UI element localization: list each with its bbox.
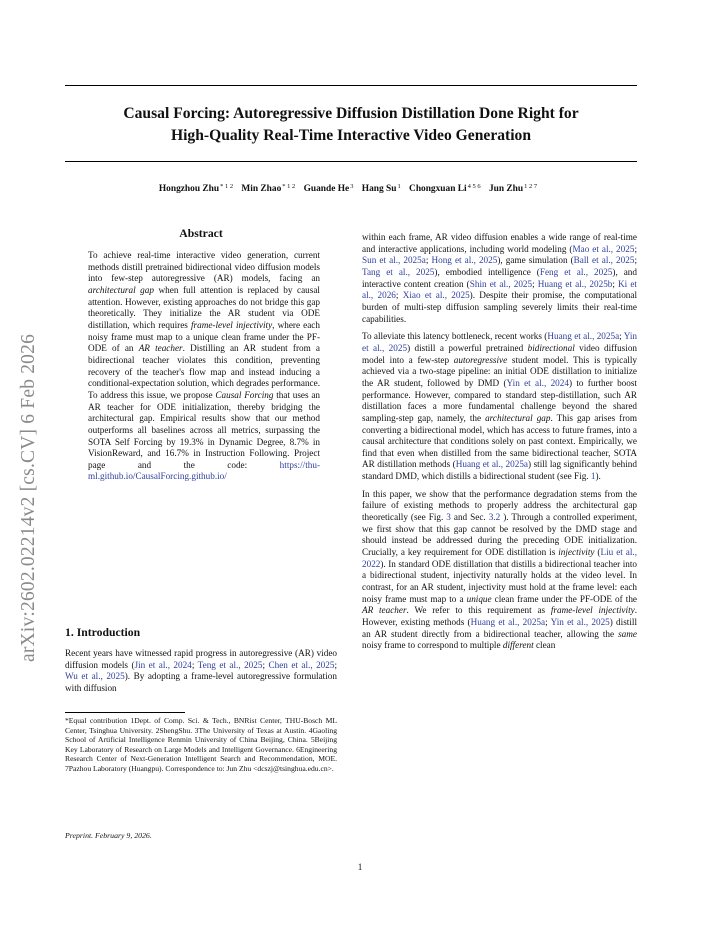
citation-link[interactable]: Huang et al., 2025a: [470, 617, 546, 627]
citation-link[interactable]: Hong et al., 2025: [431, 255, 498, 266]
affiliation-footnote: *Equal contribution 1Dept. of Comp. Sci. & Tech., BNRist Center, THU-Bosch ML Center, Tsinghua University. 2ShengShu. 3The University of Texas at Austin. 4Gaoling School of Artificial Intelligence Renmin University of China Beijing, China. 5Beijing Key Laboratory of Research on Large Models and Intelligent Governance. 6Engineering Research Center of Next-Generation Intelligent Search and Recommendation, MOE. 7Pazhou Laboratory (Huangpu). Correspondence to: Jun Zhu <dcszj@tsinghua.edu.cn>.: [65, 716, 337, 773]
title-top-rule: [65, 85, 637, 86]
paragraph: In this paper, we show that the performance degradation stems from the failure of existing methods to properly address the architectural gap theoretically (see Fig. 3 and Sec. 3.2 ). Through a controlled experiment, we first show that this gap cannot be resolved by the DMD stage and should instead be addressed during the preceding ODE initialization. Crucially, a key requirement for ODE distillation is injectivity (Liu et al., 2022). In standard ODE distillation that distills a bidirectional teacher into a bidirectional student, injectivity naturally holds at the video level. In contrast, for an AR student, injectivity must hold at the frame level: each noisy frame must map to a unique clean frame under the PF-ODE of the AR teacher. We refer to this requirement as frame-level injectivity. However, existing methods (Huang et al., 2025a; Yin et al., 2025) distill an AR student directly from a bidirectional teacher, allowing the same noisy frame to correspond to multiple different clean: [362, 488, 638, 651]
citation-link[interactable]: Yin et al., 2024: [506, 377, 569, 388]
right-column-body: [362, 232, 637, 652]
citation-link[interactable]: Liu et al., 2022: [362, 547, 637, 569]
page-number: 1: [357, 862, 363, 872]
author-list: [65, 183, 637, 194]
author-name: Chongxuan Li: [409, 184, 467, 194]
footnote-rule: [65, 712, 185, 713]
citation-link[interactable]: Feng et al., 2025: [539, 266, 613, 277]
arxiv-stamp: [18, 262, 42, 662]
citation-link[interactable]: Ki et al., 2026: [362, 278, 637, 301]
author-name: Hang Su: [361, 184, 397, 194]
preprint-date: Preprint. February 9, 2026.: [65, 831, 152, 840]
author-name: Guande He: [303, 184, 350, 194]
section-ref-link[interactable]: 3.2: [488, 512, 501, 523]
citation-link[interactable]: Yin et al., 2025: [362, 331, 637, 353]
title-bottom-rule: [65, 161, 637, 162]
citation-link[interactable]: Huang et al., 2025a: [547, 331, 620, 342]
citation-link[interactable]: Huang et al., 2025b: [537, 278, 613, 289]
author-affiliation: 1 2 7: [524, 183, 538, 190]
citation-link[interactable]: Tang et al., 2025: [362, 266, 435, 277]
section-heading-introduction: 1. Introduction: [65, 626, 141, 639]
author-affiliation: 3: [350, 183, 354, 190]
project-link[interactable]: https://thu-ml.github.io/CausalForcing.github.io/: [88, 459, 320, 482]
citation-link[interactable]: Ball et al., 2025: [573, 255, 635, 266]
citation-link[interactable]: Jin et al., 2024: [134, 659, 192, 670]
citation-link[interactable]: Shin et al., 2025: [469, 278, 533, 289]
author-affiliation: * 1 2: [220, 183, 234, 190]
citation-link[interactable]: Mao et al., 2025: [572, 243, 635, 254]
figure-ref-link[interactable]: 3: [446, 512, 451, 523]
citation-link[interactable]: Xiao et al., 2025: [402, 290, 470, 301]
author-name: Min Zhao: [241, 184, 282, 194]
author-affiliation: 1: [397, 183, 401, 190]
citation-link[interactable]: Teng et al., 2025: [197, 659, 263, 670]
paragraph: within each frame, AR video diffusion enables a wide range of real-time and interactive applications, including world modeling (Mao et al., 2025; Sun et al., 2025a; Hong et al., 2025), game simulation (Ball et al., 2025; Tang et al., 2025), embodied intelligence (Feng et al., 2025), and interactive content creation (Shin et al., 2025; Huang et al., 2025b; Ki et al., 2026; Xiao et al., 2025). Despite their promise, the computational burden of multi-step diffusion sampling severely limits their real-time capabilities.: [362, 232, 638, 324]
introduction-body: Recent years have witnessed rapid progress in autoregressive (AR) video diffusion models (Jin et al., 2024; Teng et al., 2025; Chen et al., 2025; Wu et al., 2025). By adopting a frame-level autoregressive formulation with diffusion: [65, 648, 338, 693]
citation-link[interactable]: Huang et al., 2025a: [455, 459, 529, 470]
arxiv-identifier: arXiv:2602.02214v2 [cs.CV] 6 Feb 2026: [18, 333, 39, 662]
author-affiliation: * 1 2: [282, 183, 296, 190]
paper-title: Causal Forcing: Autoregressive Diffusion Distillation Done Right for High-Quality Real-Time Interactive Video Generation: [123, 105, 579, 144]
paragraph: To alleviate this latency bottleneck, recent works (Huang et al., 2025a; Yin et al., 2025) distill a powerful pretrained bidirectional video diffusion model into a few-step autoregressive student model. This is typically achieved via a two-stage pipeline: an initial ODE distillation to initialize the AR student, followed by DMD (Yin et al., 2024) to further boost performance. However, compared to standard step-distillation, such AR distillation faces a more fundamental challenge beyond the shared sampling-step gap, namely, the architectural gap. This gap arises from converting a bidirectional model, which has access to future frames, into a causal architecture that conditions solely on past context. Empirically, we find that even when distilled from the same bidirectional teacher, SOTA AR distillation methods (Huang et al., 2025a) still lag significantly behind standard DMD, which distills a bidirectional student (see Fig. 1).: [362, 331, 638, 482]
abstract-heading: Abstract: [179, 227, 223, 240]
citation-link[interactable]: Chen et al., 2025: [268, 659, 335, 670]
citation-link[interactable]: Wu et al., 2025: [65, 671, 125, 682]
citation-link[interactable]: Yin et al., 2025: [550, 617, 610, 627]
author-affiliation: 4 5 6: [467, 183, 481, 190]
abstract-body: To achieve real-time interactive video generation, current methods distill pretrained bidirectional video diffusion models into few-step autoregressive (AR) models, facing an architectural gap when full attention is replaced by causal attention. However, existing approaches do not bridge this gap theoretically. They initialize the AR student via ODE distillation, which requires frame-level injectivity, where each noisy frame must map to a unique clean frame under the PF-ODE of an AR teacher. Distilling an AR student from a bidirectional teacher violates this condition, preventing recovery of the teacher's flow map and instead inducing a conditional-expectation solution, which degrades performance. To address this issue, we propose Causal Forcing that uses an AR teacher for ODE initialization, thereby bridging the architectural gap. Empirical results show that our method outperforms all baselines across all metrics, surpassing the SOTA Self Forcing by 19.3% in Dynamic Degree, 8.7% in VisionReward, and 16.7% in Instruction Following. Project page and the code: https://thu-ml.github.io/CausalForcing.github.io/: [88, 250, 321, 482]
citation-link[interactable]: Sun et al., 2025a: [362, 255, 426, 266]
author-name: Hongzhou Zhu: [158, 184, 220, 194]
author-name: Jun Zhu: [488, 184, 524, 194]
figure-ref-link[interactable]: 1: [590, 471, 596, 482]
